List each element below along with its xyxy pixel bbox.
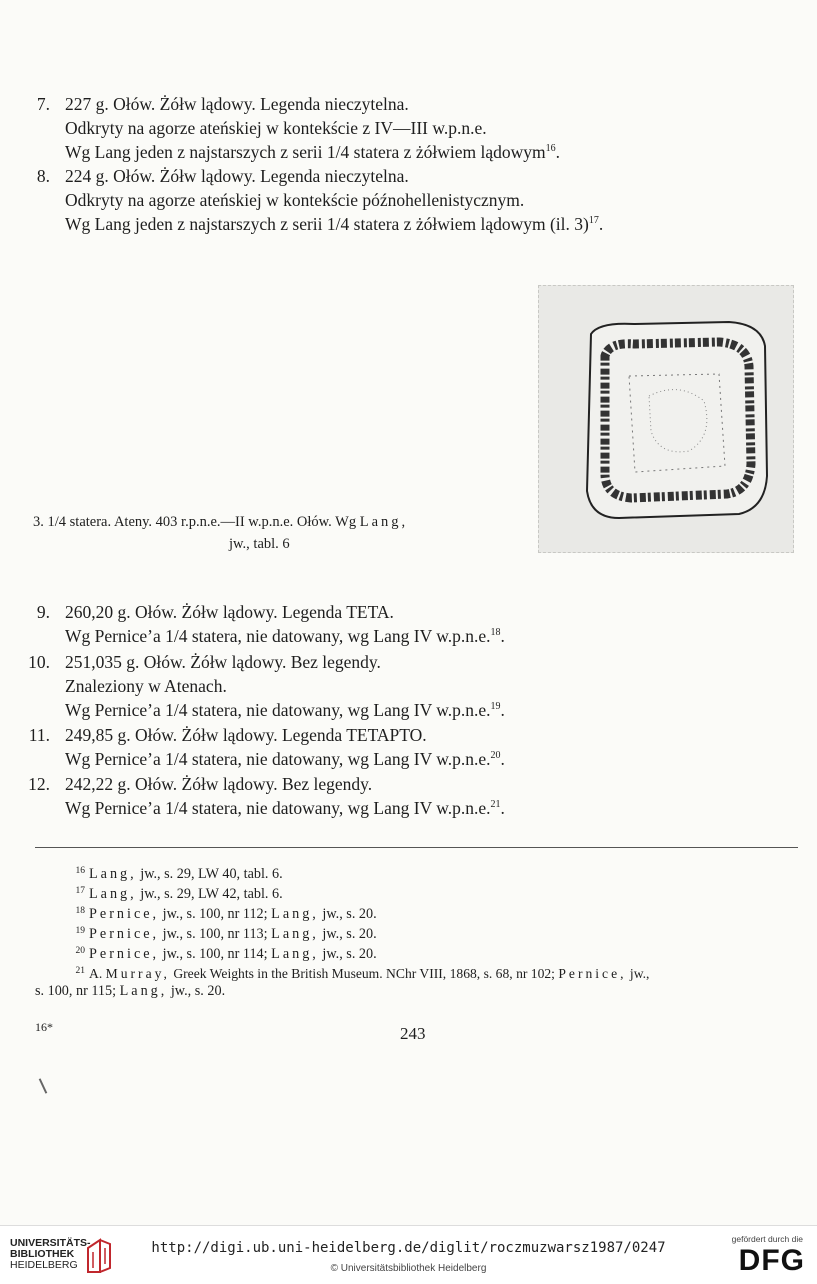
entry-period: . xyxy=(598,214,604,234)
footnote-number: 21 xyxy=(75,966,85,976)
entry-line xyxy=(65,624,505,648)
footnote-author: Lang, xyxy=(119,983,168,999)
footnote-text: jw., s. 100, nr 114; xyxy=(159,946,272,962)
caption-author: Lang, xyxy=(359,514,409,530)
entry-line: 249,85 g. Ołów. Żółw lądowy. Legenda TETAPTO. xyxy=(65,725,427,745)
footnote-text: jw., s. 100, nr 112; xyxy=(159,906,272,922)
entry-number: 7. xyxy=(36,94,50,114)
entry-line: 242,22 g. Ołów. Żółw lądowy. Bez legendy. xyxy=(65,774,373,794)
footnote-text: Greek Weights in the British Museum. NChr VIII, 1868, s. 68, nr 102; xyxy=(169,966,559,981)
entry-line xyxy=(65,698,505,722)
entry-line xyxy=(65,796,505,820)
footnote-author: Lang, xyxy=(89,866,137,882)
footnote-ref[interactable]: 18 xyxy=(490,627,501,638)
dfg-logo[interactable]: DFG xyxy=(738,1244,805,1277)
footnote-author: Lang, xyxy=(271,906,319,922)
entry-line: 260,20 g. Ołów. Żółw lądowy. Legenda TETA. xyxy=(65,602,394,622)
entry-line: Odkryty na agorze ateńskiej w kontekście późnohellenistycznym. xyxy=(65,190,525,210)
footnote-divider xyxy=(35,847,798,848)
footnote-text: A. xyxy=(89,966,106,981)
scan-mark xyxy=(39,1078,48,1093)
footnote-18 xyxy=(35,902,377,924)
entry-line xyxy=(65,140,560,164)
footnote-16 xyxy=(35,862,283,884)
entry-number: 9. xyxy=(36,602,50,622)
footnote-text: jw., s. 20. xyxy=(318,906,377,922)
entry-period: . xyxy=(500,749,505,769)
footnote-author: Lang, xyxy=(89,886,137,902)
entry-text: Wg Pernice’a 1/4 statera, nie datowany, wg Lang IV w.p.n.e. xyxy=(65,626,491,646)
entry-line xyxy=(65,747,505,771)
entry-text: Wg Lang jeden z najstarszych z serii 1/4 statera z żółwiem lądowym xyxy=(65,142,546,162)
entry-line: 227 g. Ołów. Żółw lądowy. Legenda nieczytelna. xyxy=(65,94,409,114)
lead-weight-turtle-image xyxy=(539,286,795,554)
footnote-author: Pernice, xyxy=(89,906,160,922)
caption-text: 3. 1/4 statera. Ateny. 403 r.p.n.e.—II w.p.n.e. Ołów. Wg xyxy=(33,514,360,530)
entry-text: Wg Pernice’a 1/4 statera, nie datowany, wg Lang IV w.p.n.e. xyxy=(65,700,491,720)
footnote-text: jw., s. 29, LW 42, tabl. 6. xyxy=(136,886,283,902)
footnote-ref[interactable]: 19 xyxy=(490,701,501,712)
entry-number: 11. xyxy=(28,725,50,745)
entry-period: . xyxy=(555,142,560,162)
printer-signature: 16* xyxy=(35,1020,53,1034)
footnote-ref[interactable]: 16 xyxy=(545,143,556,154)
entry-text: Wg Pernice’a 1/4 statera, nie datowany, wg Lang IV w.p.n.e. xyxy=(65,798,491,818)
footnote-number: 17 xyxy=(75,886,85,896)
footnote-text: jw., s. 100, nr 113; xyxy=(159,926,272,942)
permalink-url[interactable]: http://digi.ub.uni-heidelberg.de/diglit/roczmuzwarsz1987/0247 xyxy=(151,1240,666,1256)
entry-number: 8. xyxy=(36,166,50,186)
footnote-number: 19 xyxy=(75,926,85,936)
library-name-line: BIBLIOTHEK xyxy=(10,1248,75,1260)
footnote-text: jw., s. 20. xyxy=(167,983,226,999)
footnote-text: jw., s. 20. xyxy=(318,926,377,942)
footnote-number: 20 xyxy=(75,946,85,956)
footnote-19 xyxy=(35,922,377,944)
footnote-ref[interactable]: 17 xyxy=(588,215,599,226)
footnote-21 xyxy=(35,962,649,983)
entry-line: 224 g. Ołów. Żółw lądowy. Legenda nieczytelna. xyxy=(65,166,409,186)
footnote-text: jw., s. 29, LW 40, tabl. 6. xyxy=(136,866,283,882)
entry-number: 10. xyxy=(28,652,50,672)
funding-note: gefördert durch die xyxy=(731,1234,803,1244)
entry-period: . xyxy=(500,798,505,818)
entry-line: Znaleziony w Atenach. xyxy=(65,676,227,696)
coin-illustration xyxy=(538,285,794,553)
footnote-number: 16 xyxy=(75,866,85,876)
footnote-ref[interactable]: 21 xyxy=(490,799,501,810)
entry-line xyxy=(65,212,603,236)
library-name-line: UNIVERSITÄTS- xyxy=(10,1237,91,1249)
footnote-17 xyxy=(35,882,283,904)
footnote-author: Pernice, xyxy=(89,926,160,942)
footnote-text: jw., s. 20. xyxy=(318,946,377,962)
footnote-author: Pernice, xyxy=(558,966,627,981)
library-name-line: HEIDELBERG xyxy=(10,1259,78,1271)
footnote-20 xyxy=(35,942,377,964)
footnote-author: Lang, xyxy=(271,946,319,962)
entry-text: Wg Pernice’a 1/4 statera, nie datowany, wg Lang IV w.p.n.e. xyxy=(65,749,491,769)
footnote-ref[interactable]: 20 xyxy=(490,750,501,761)
entry-line: 251,035 g. Ołów. Żółw lądowy. Bez legendy. xyxy=(65,652,381,672)
footnote-text: s. 100, nr 115; xyxy=(35,983,120,999)
page-number: 243 xyxy=(400,1024,426,1043)
footnote-author: Pernice, xyxy=(89,946,160,962)
footnote-number: 18 xyxy=(75,906,85,916)
caption-text: jw., tabl. 6 xyxy=(229,536,290,552)
copyright-notice: © Universitätsbibliothek Heidelberg xyxy=(330,1263,487,1274)
figure-caption xyxy=(33,512,408,532)
footnote-author: Murray, xyxy=(105,966,170,981)
entry-text: Wg Lang jeden z najstarszych z serii 1/4 statera z żółwiem lądowym (il. 3) xyxy=(65,214,589,234)
entry-number: 12. xyxy=(28,774,50,794)
footnote-text: jw., xyxy=(626,966,650,981)
entry-period: . xyxy=(500,626,505,646)
entry-line: Odkryty na agorze ateńskiej w kontekście z IV—III w.p.n.e. xyxy=(65,118,487,138)
viewer-footer xyxy=(0,1225,817,1284)
footnote-author: Lang, xyxy=(271,926,319,942)
figure-caption-line2 xyxy=(229,534,290,554)
entry-period: . xyxy=(500,700,505,720)
footnote-21-continued xyxy=(35,982,225,1001)
